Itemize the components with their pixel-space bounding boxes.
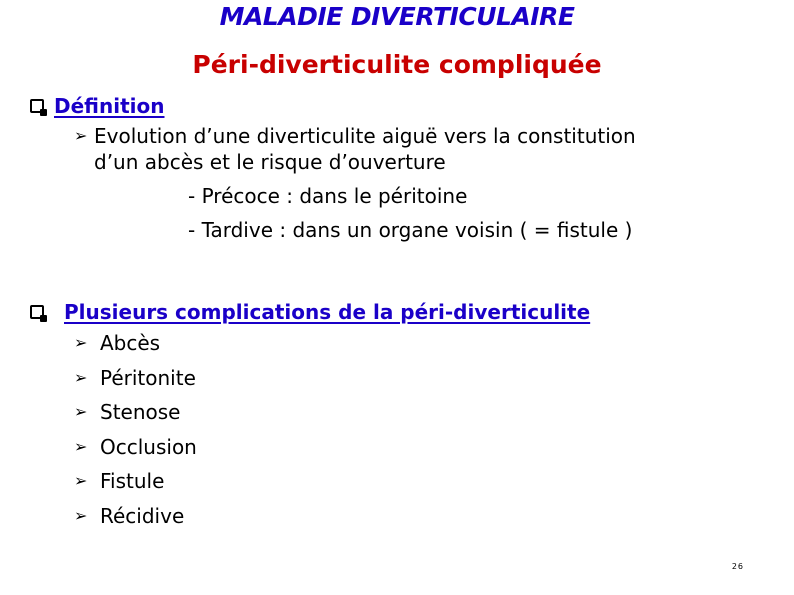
complication-fistule: Fistule — [100, 469, 165, 493]
complications-heading-text: Plusieurs complications de la péri-diverticulite — [64, 300, 591, 324]
arrow-bullet-icon: ➢ — [74, 436, 88, 456]
square-q-bullet-icon — [30, 305, 44, 319]
arrow-bullet-icon: ➢ — [74, 402, 88, 421]
slide-subtitle: Péri-diverticulite compliquée — [192, 50, 602, 79]
arrow-bullet-icon: ➢ — [74, 505, 88, 525]
square-q-bullet-icon — [30, 99, 44, 113]
arrow-bullet-icon: ➢ — [74, 126, 88, 145]
complication-abces: Abcès — [100, 331, 161, 355]
complication-occlusion: Occlusion — [100, 434, 197, 459]
complication-peritonite: Péritonite — [100, 365, 196, 390]
definition-subitem-2-text: - Tardive : dans un organe voisin ( = fistule ) — [188, 218, 633, 242]
arrow-bullet-icon: ➢ — [74, 471, 88, 490]
list-item — [74, 499, 590, 534]
list-item — [74, 395, 590, 430]
list-item — [74, 326, 590, 361]
definition-subitem-2 — [188, 214, 636, 246]
definition-text-2: d’un abcès et le risque d’ouverture — [94, 150, 446, 174]
arrow-bullet-icon: ➢ — [74, 333, 88, 352]
definition-heading-text: Définition — [54, 94, 165, 118]
complications-list — [74, 326, 590, 533]
list-item — [74, 361, 590, 396]
complications-heading — [30, 300, 590, 324]
complications-section — [30, 300, 590, 533]
complication-stenose: Stenose — [100, 400, 181, 424]
definition-section — [30, 94, 636, 246]
arrow-bullet-icon: ➢ — [74, 367, 88, 387]
definition-subitem-1-text: - Précoce : dans le péritoine — [188, 184, 468, 208]
definition-heading — [30, 94, 636, 118]
slide-title: MALADIE DIVERTICULAIRE — [219, 2, 575, 31]
page-number: 26 — [731, 562, 744, 571]
list-item — [74, 464, 590, 499]
definition-text-1: Evolution d’une diverticulite aiguë vers la constitution — [94, 124, 636, 148]
list-item — [74, 430, 590, 465]
complication-recidive: Récidive — [100, 503, 185, 528]
definition-subitem-1 — [188, 180, 636, 212]
